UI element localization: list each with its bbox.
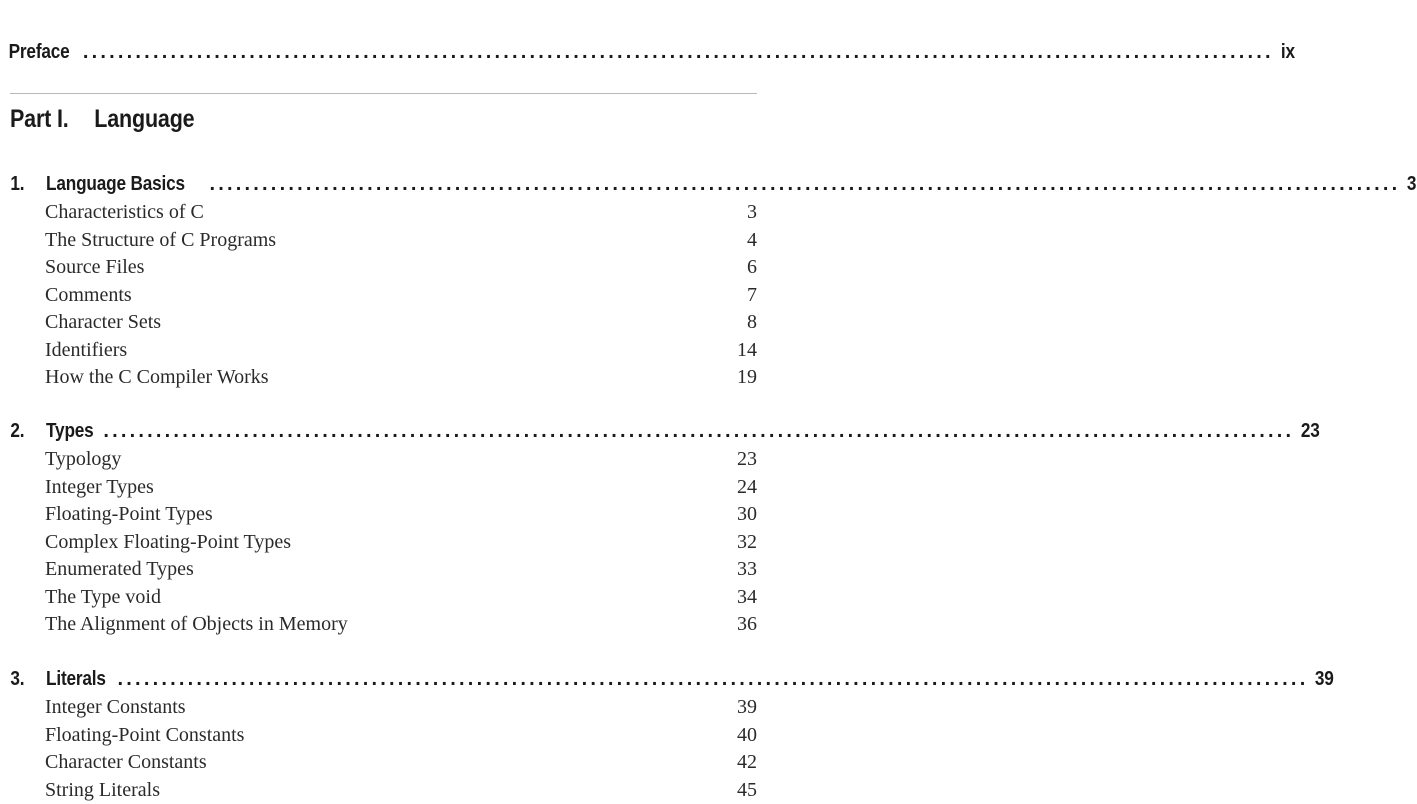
section-page: 40 xyxy=(737,722,757,750)
section-divider xyxy=(10,93,757,94)
section-page: 8 xyxy=(747,309,757,337)
section-page: 6 xyxy=(747,254,757,282)
toc-section-entry[interactable] xyxy=(0,529,757,557)
toc-chapter-entry[interactable] xyxy=(0,418,757,444)
chapter-title: Types xyxy=(46,418,94,444)
section-list xyxy=(0,199,757,392)
toc-section-entry[interactable] xyxy=(0,282,757,310)
toc-section-entry[interactable] xyxy=(0,722,757,750)
section-page: 30 xyxy=(737,501,757,529)
section-page: 14 xyxy=(737,337,757,365)
section-page: 36 xyxy=(737,611,757,639)
section-list xyxy=(0,694,757,804)
section-title: Identifiers xyxy=(0,337,737,365)
section-title: Integer Types xyxy=(0,474,737,502)
section-title: Source Files xyxy=(0,254,747,282)
toc-leader-dots: ........................................................................................................................................ xyxy=(116,666,1309,692)
section-title: Comments xyxy=(0,282,747,310)
toc-preface-page: ix xyxy=(1274,39,1295,65)
section-title: Characteristics of C xyxy=(0,199,747,227)
section-page: 45 xyxy=(737,777,757,804)
toc-section-entry[interactable] xyxy=(0,199,757,227)
section-page: 32 xyxy=(737,529,757,557)
section-title: Floating-Point Constants xyxy=(0,722,737,750)
toc-section-entry[interactable] xyxy=(0,227,757,255)
toc-preface-entry[interactable] xyxy=(0,39,757,65)
toc-section-entry[interactable] xyxy=(0,501,757,529)
toc-section-entry[interactable] xyxy=(0,777,757,804)
section-title: Character Sets xyxy=(0,309,747,337)
section-title: String Literals xyxy=(0,777,737,804)
section-page: 4 xyxy=(747,227,757,255)
toc-section-entry[interactable] xyxy=(0,474,757,502)
chapter-page: 23 xyxy=(1294,418,1320,444)
toc-chapter-entry[interactable] xyxy=(0,666,757,692)
chapter-number: 1. xyxy=(0,171,40,197)
section-list xyxy=(0,446,757,639)
section-title: Integer Constants xyxy=(0,694,737,722)
section-title: The Type void xyxy=(0,584,737,612)
chapter-title: Literals xyxy=(46,666,106,692)
toc-section-entry[interactable] xyxy=(0,584,757,612)
toc-section-entry[interactable] xyxy=(0,749,757,777)
section-title: Typology xyxy=(0,446,737,474)
section-page: 3 xyxy=(747,199,757,227)
section-page: 23 xyxy=(737,446,757,474)
toc-leader-dots: ........................................................................................................................................ xyxy=(101,418,1294,444)
section-title: Complex Floating-Point Types xyxy=(0,529,737,557)
section-title: The Alignment of Objects in Memory xyxy=(0,611,737,639)
toc-leader-dots: ........................................................................................................................................ xyxy=(208,171,1401,197)
chapter-number: 3. xyxy=(0,666,40,692)
chapter-number: 2. xyxy=(0,418,40,444)
section-page: 33 xyxy=(737,556,757,584)
section-page: 34 xyxy=(737,584,757,612)
toc-leader-dots: ........................................................................................................................................ xyxy=(81,39,1274,65)
section-page: 19 xyxy=(737,364,757,392)
part-title: Language xyxy=(94,105,194,133)
toc-section-entry[interactable] xyxy=(0,611,757,639)
section-page: 42 xyxy=(737,749,757,777)
toc-section-entry[interactable] xyxy=(0,309,757,337)
toc-section-entry[interactable] xyxy=(0,364,757,392)
section-title: Floating-Point Types xyxy=(0,501,737,529)
toc-preface-title: Preface xyxy=(0,39,70,65)
toc-section-entry[interactable] xyxy=(0,694,757,722)
toc-section-entry[interactable] xyxy=(0,446,757,474)
section-title: The Structure of C Programs xyxy=(0,227,747,255)
toc-section-entry[interactable] xyxy=(0,254,757,282)
section-page: 7 xyxy=(747,282,757,310)
toc-section-entry[interactable] xyxy=(0,337,757,365)
section-title: Enumerated Types xyxy=(0,556,737,584)
chapter-page: 39 xyxy=(1308,666,1334,692)
toc-section-entry[interactable] xyxy=(0,556,757,584)
section-title: How the C Compiler Works xyxy=(0,364,737,392)
part-heading xyxy=(10,102,194,136)
chapter-page: 3 xyxy=(1400,171,1416,197)
section-page: 39 xyxy=(737,694,757,722)
chapter-title: Language Basics xyxy=(46,171,185,197)
toc-chapter-entry[interactable] xyxy=(0,171,757,197)
part-label: Part I. xyxy=(10,102,94,136)
section-page: 24 xyxy=(737,474,757,502)
section-title: Character Constants xyxy=(0,749,737,777)
